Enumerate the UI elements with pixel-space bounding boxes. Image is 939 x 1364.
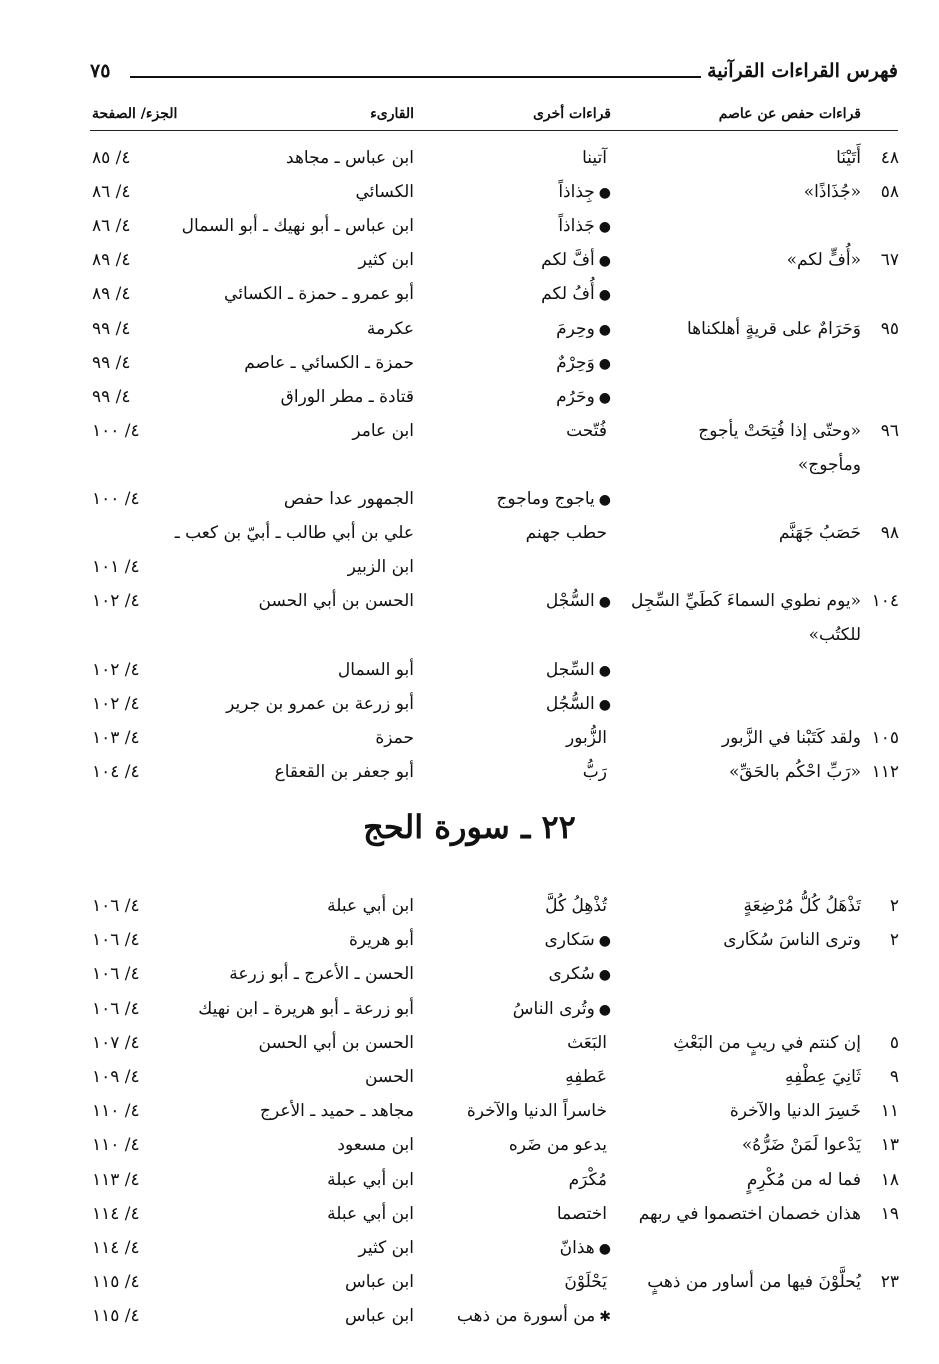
reader-name: أبو عمرو ـ حمزة ـ الكسائي	[224, 284, 414, 305]
table-row	[0, 246, 939, 278]
table-row	[0, 995, 939, 1027]
table-row	[0, 926, 939, 958]
other-reading	[607, 553, 611, 582]
reader-name: ابن مسعود	[337, 1135, 414, 1156]
other-reading-text: سُكرى	[548, 964, 595, 985]
other-reading-text: السُّجُل	[545, 693, 595, 714]
hafs-reading: «رَبِّ احْكُم بالحَقِّ»	[729, 761, 861, 782]
other-reading	[567, 1029, 611, 1058]
volume-page-ref: ٤/ ٨٦	[92, 216, 131, 237]
other-reading	[541, 246, 611, 275]
reader-name: علي بن أبي طالب ـ أبيّ بن كعب ـ	[174, 523, 414, 544]
hafs-reading: ثَانِيَ عِطْفِهِ	[784, 1067, 861, 1087]
column-header-ref: الجزء/ الصفحة	[92, 106, 178, 122]
reader-name: ابن أبي عبلة	[327, 1203, 414, 1224]
other-reading-text: تُذْهِلُ كُلَّ	[545, 896, 607, 916]
reader-name: حمزة	[375, 727, 414, 748]
other-reading-text: يدعو من ضَره	[508, 1135, 607, 1156]
reader-name: ابن الزبير	[347, 557, 414, 578]
reader-name: ابن عباس ـ مجاهد	[286, 148, 414, 168]
other-reading-text: أُفُ لكم	[541, 284, 595, 305]
column-header-hafs: قراءات حفص عن عاصم	[718, 106, 861, 122]
hafs-reading: تَذْهَلُ كُلُّ مُرْضِعَةٍ	[743, 896, 861, 916]
table-row	[0, 451, 939, 483]
hafs-reading: ومأجوج»	[797, 454, 861, 475]
reader-name: ابن كثير	[358, 1238, 414, 1258]
reader-name: أبو زرعة بن عمرو بن جرير	[226, 693, 414, 714]
table-row	[0, 960, 939, 992]
hafs-reading: وَحَرَامٌ على قريةٍ أهلكناها	[686, 318, 861, 339]
bullet-icon: ●	[598, 389, 611, 406]
other-reading	[557, 1200, 611, 1229]
other-reading	[569, 1166, 611, 1195]
verse-number: ٤٨	[880, 148, 899, 168]
other-reading	[560, 1234, 611, 1263]
volume-page-ref: ٤/ ٨٥	[92, 148, 131, 168]
hafs-reading: فما له من مُكْرِمٍ	[746, 1169, 861, 1190]
table-row	[0, 280, 939, 312]
other-reading-text: مُكْرَم	[568, 1169, 607, 1190]
volume-page-ref: ٤/ ١٠٧	[92, 1032, 140, 1053]
hafs-reading: يُحلَّوْنَ فيها من أساور من ذهبٍ	[647, 1272, 861, 1293]
verse-number: ٥	[889, 1032, 899, 1053]
hafs-reading: هذان خصمان اختصموا في ربهم	[638, 1203, 861, 1224]
volume-page-ref: ٤/ ١٠٦	[92, 964, 140, 985]
other-reading	[467, 1097, 611, 1126]
bullet-icon: ●	[598, 321, 611, 338]
volume-page-ref: ٤/ ٨٩	[92, 250, 131, 271]
reader-name: الحسن بن أبي الحسن	[258, 591, 414, 612]
bullet-icon: ●	[598, 219, 611, 236]
table-row	[0, 1063, 939, 1095]
volume-page-ref: ٤/ ١١٣	[92, 1169, 140, 1190]
table-row	[0, 724, 939, 756]
verse-number: ٢	[889, 930, 899, 951]
other-reading	[607, 451, 611, 480]
hafs-reading: «أُفٍّ لكم»	[786, 250, 861, 271]
reader-name: ابن عامر	[352, 420, 414, 441]
reader-name: الحسن بن أبي الحسن	[258, 1032, 414, 1053]
other-reading-text: وَحِرْمٌ	[556, 352, 595, 373]
other-reading	[544, 926, 611, 955]
other-reading-text: جَذاذاً	[558, 216, 595, 237]
column-header-reader: القارىء	[370, 106, 414, 122]
verse-number: ٩	[889, 1067, 899, 1087]
table-row	[0, 656, 939, 688]
verse-number: ٩٥	[880, 318, 899, 339]
volume-page-ref: ٤/ ١٠٠	[92, 420, 140, 441]
table-row	[0, 178, 939, 210]
other-reading-text: فُتّحت	[566, 420, 607, 441]
section-title: ٢٢ ـ سورة الحج	[363, 808, 576, 846]
other-reading-text: آتينا	[582, 148, 607, 168]
volume-page-ref: ٤/ ١١٤	[92, 1238, 140, 1258]
hafs-reading: «جُذَاذًا»	[803, 182, 861, 203]
other-reading	[556, 383, 611, 412]
bullet-icon: ●	[598, 933, 611, 950]
other-reading-text: ياجوج وماجوج	[496, 489, 595, 509]
reader-name: الجمهور عدا حفص	[283, 489, 414, 509]
running-header	[90, 58, 898, 92]
other-reading	[496, 485, 611, 514]
reader-name: عكرمة	[366, 318, 414, 339]
volume-page-ref: ٤/ ١٠٦	[92, 930, 140, 951]
bullet-icon: ✱	[599, 1309, 611, 1326]
hafs-reading: خَسِرَ الدنيا والآخرة	[729, 1101, 861, 1122]
volume-page-ref: ٤/ ٩٩	[92, 386, 131, 407]
other-reading	[607, 621, 611, 650]
other-reading	[558, 212, 611, 241]
volume-page-ref: ٤/ ١٠٢	[92, 693, 140, 714]
other-reading-text: رَبُّ	[582, 761, 607, 782]
header-rule	[130, 76, 728, 78]
other-reading	[541, 280, 611, 309]
other-reading-text: وتُرى الناسُ	[512, 998, 595, 1019]
other-reading-text: وحِرمَ	[556, 318, 595, 339]
column-header-other: قراءات أخرى	[532, 106, 611, 122]
reader-name: أبو هريرة	[348, 930, 414, 951]
volume-page-ref: ٤/ ١١٠	[92, 1101, 140, 1122]
verse-number: ١١٢	[871, 761, 899, 782]
other-reading-text: من أسورة من ذهب	[456, 1306, 596, 1327]
volume-page-ref: ٤/ ١١٠	[92, 1135, 140, 1156]
table-row	[0, 1234, 939, 1266]
verse-number: ٦٧	[880, 250, 899, 271]
other-reading-text: جِذاذاً	[558, 182, 595, 203]
other-reading-text: السُّجْل	[545, 591, 595, 612]
verse-number: ٥٨	[880, 182, 899, 203]
verse-number: ١٨	[880, 1169, 899, 1190]
verse-number: ١٩	[880, 1203, 899, 1224]
other-reading-text: السِّجل	[545, 659, 595, 680]
volume-page-ref: ٤/ ١١٥	[92, 1272, 140, 1293]
other-reading	[546, 587, 611, 616]
other-reading	[582, 144, 611, 173]
verse-number: ٩٦	[880, 420, 899, 441]
volume-page-ref: ٤/ ٩٩	[92, 318, 131, 339]
bullet-icon: ●	[598, 1001, 611, 1018]
other-reading-text: البَعَث	[567, 1032, 607, 1053]
other-reading	[566, 724, 611, 753]
table-row	[0, 1302, 939, 1334]
other-reading	[513, 995, 611, 1024]
table-row	[0, 553, 939, 585]
other-reading-text: اختصما	[556, 1203, 607, 1224]
volume-page-ref: ٤/ ٨٩	[92, 284, 131, 305]
other-reading	[556, 349, 611, 378]
other-reading	[558, 178, 611, 207]
other-reading-text: يَحْلَوْنَ	[564, 1272, 607, 1293]
other-reading-text: عَطفِهِ	[565, 1067, 607, 1087]
other-reading	[556, 315, 611, 344]
other-reading-text: خاسراً الدنيا والآخرة	[466, 1101, 607, 1122]
verse-number: ٢	[889, 896, 899, 916]
table-row	[0, 417, 939, 449]
table-row	[0, 349, 939, 381]
volume-page-ref: ٤/ ١٠٤	[92, 761, 140, 782]
reader-name: ابن أبي عبلة	[327, 1169, 414, 1190]
hafs-reading: «وحتّى إذا فُتِحَتْ يأجوج	[698, 420, 861, 441]
bullet-icon: ●	[598, 355, 611, 372]
page-number: ٧٥	[90, 60, 116, 82]
verse-number: ١١	[880, 1101, 899, 1122]
verse-number: ٢٣	[880, 1272, 899, 1293]
reader-name: حمزة ـ الكسائي ـ عاصم	[244, 352, 414, 373]
other-reading-text: حطب جهنم	[525, 523, 607, 544]
other-reading	[548, 960, 611, 989]
other-reading	[583, 758, 611, 787]
other-reading-text: أفَّ لكم	[541, 250, 595, 271]
reader-name: أبو السمال	[337, 659, 414, 680]
volume-page-ref: ٤/ ١٠٢	[92, 591, 140, 612]
table-row	[0, 1097, 939, 1129]
column-header-rule	[90, 130, 898, 131]
reader-name: ابن أبي عبلة	[327, 896, 414, 916]
other-reading	[565, 1063, 611, 1092]
other-reading	[526, 519, 611, 548]
verse-number: ١٣	[880, 1135, 899, 1156]
reader-name: قتادة ـ مطر الوراق	[280, 386, 414, 407]
reader-name: ابن كثير	[358, 250, 414, 271]
verse-number: ١٠٥	[871, 727, 899, 748]
hafs-reading: ولقد كَتَبْنا في الزَّبور	[721, 727, 861, 748]
volume-page-ref: ٤/ ١٠١	[92, 557, 140, 578]
other-reading	[546, 656, 611, 685]
volume-page-ref: ٤/ ١٠٣	[92, 727, 140, 748]
bullet-icon: ●	[598, 185, 611, 202]
other-reading-text: وحَرُم	[556, 386, 595, 407]
table-row	[0, 587, 939, 619]
other-reading	[546, 690, 611, 719]
bullet-icon: ●	[598, 696, 611, 713]
other-reading-text: هذانّ	[559, 1238, 595, 1258]
volume-page-ref: ٤/ ١١٤	[92, 1203, 140, 1224]
other-reading-text: سَكارى	[544, 930, 595, 951]
table-row	[0, 1166, 939, 1198]
table-row	[0, 690, 939, 722]
volume-page-ref: ٤/ ١٠٩	[92, 1067, 140, 1087]
table-row	[0, 519, 939, 551]
reader-name: الكسائي	[355, 182, 414, 203]
other-reading	[566, 417, 611, 446]
volume-page-ref: ٤/ ٩٩	[92, 352, 131, 373]
table-row	[0, 892, 939, 924]
table-row	[0, 758, 939, 790]
volume-page-ref: ٤/ ١٠٢	[92, 659, 140, 680]
table-row	[0, 383, 939, 415]
table-row	[0, 485, 939, 517]
other-reading-text: الزُّبور	[565, 727, 607, 748]
hafs-reading: يَدْعوا لَمَنْ ضَرُّهُ»	[741, 1135, 861, 1156]
table-row	[0, 1268, 939, 1300]
table-row	[0, 315, 939, 347]
verse-number: ١٠٤	[871, 591, 899, 612]
other-reading	[509, 1131, 611, 1160]
volume-page-ref: ٤/ ١٠٠	[92, 489, 140, 509]
bullet-icon: ●	[598, 1241, 611, 1257]
reader-name: مجاهد ـ حميد ـ الأعرج	[259, 1101, 414, 1122]
reader-name: ابن عباس	[344, 1272, 414, 1293]
hafs-reading: أَتَيْنَا	[836, 148, 861, 168]
hafs-reading: «يوم نطوي السماءَ كَطَيِّ السِّجِل	[630, 591, 861, 612]
table-row	[0, 621, 939, 653]
hafs-reading: إن كنتم في ريبٍ من البَعْثِ	[673, 1032, 861, 1053]
bullet-icon: ●	[598, 287, 611, 304]
other-reading	[545, 892, 611, 921]
reader-name: أبو زرعة ـ أبو هريرة ـ ابن نهيك	[198, 998, 414, 1019]
volume-page-ref: ٤/ ١٠٦	[92, 998, 140, 1019]
reader-name: ابن عباس	[344, 1306, 414, 1327]
volume-page-ref: ٤/ ١١٥	[92, 1306, 140, 1327]
table-row	[0, 1029, 939, 1061]
reader-name: ابن عباس ـ أبو نهيك ـ أبو السمال	[181, 216, 414, 237]
verse-number: ٩٨	[880, 523, 899, 544]
volume-page-ref: ٤/ ٨٦	[92, 182, 131, 203]
hafs-reading: وترى الناسَ سُكَارى	[723, 930, 861, 951]
bullet-icon: ●	[598, 253, 611, 270]
table-row	[0, 212, 939, 244]
table-row	[0, 1131, 939, 1163]
other-reading	[564, 1268, 611, 1297]
hafs-reading: للكتُب»	[808, 625, 861, 646]
bullet-icon: ●	[598, 594, 611, 611]
volume-page-ref: ٤/ ١٠٦	[92, 896, 140, 916]
reader-name: أبو جعفر بن القعقاع	[274, 761, 414, 782]
bullet-icon: ●	[598, 662, 611, 679]
reader-name: الحسن ـ الأعرج ـ أبو زرعة	[229, 964, 414, 985]
bullet-icon: ●	[598, 967, 611, 984]
hafs-reading: حَصَبُ جَهَنَّم	[778, 523, 861, 544]
table-row	[0, 1200, 939, 1232]
table-row	[0, 144, 939, 176]
other-reading	[457, 1302, 611, 1331]
reader-name: الحسن	[365, 1067, 414, 1087]
bullet-icon: ●	[598, 492, 611, 508]
header-title: فهرس القراءات القرآنية	[701, 60, 898, 82]
